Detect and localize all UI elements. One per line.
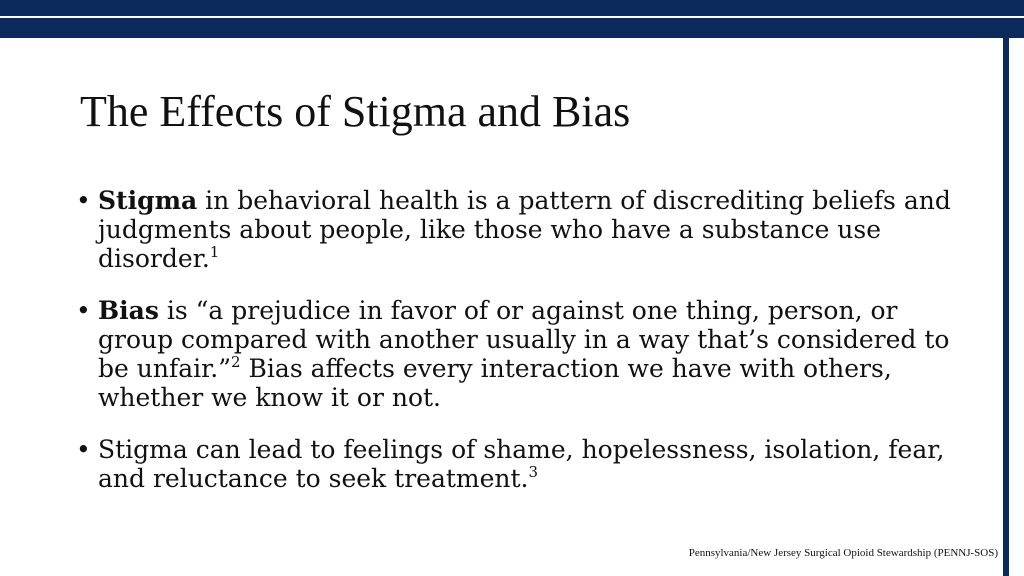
bullet-dot-icon: • bbox=[76, 435, 91, 464]
slide-title: The Effects of Stigma and Bias bbox=[80, 87, 631, 136]
stigma-effects-text: Stigma can lead to feelings of shame, hopelessness, isolation, fear, and reluctance to seek treatment. bbox=[98, 435, 945, 493]
term-stigma: Stigma bbox=[98, 186, 198, 215]
footer-credit: Pennsylvania/New Jersey Surgical Opioid Stewardship (PENNJ-SOS) bbox=[688, 547, 998, 559]
reference-3: 3 bbox=[528, 462, 539, 481]
reference-1: 1 bbox=[209, 242, 220, 261]
bullet-list bbox=[76, 186, 966, 516]
bullet-dot-icon: • bbox=[76, 296, 91, 325]
right-accent-bar bbox=[1003, 38, 1009, 576]
top-banner-divider bbox=[0, 16, 1024, 18]
bias-effect-text: Bias affects every interaction we have with others, whether we know it or not. bbox=[98, 354, 892, 412]
reference-2: 2 bbox=[231, 352, 241, 371]
definition-bias: is “a prejudice in favor of or against one thing, person, or group compared with another usually in a way that’s considered to be unfair.” bbox=[98, 296, 950, 383]
bullet-bias bbox=[76, 296, 966, 412]
definition-stigma: in behavioral health is a pattern of discrediting beliefs and judgments about people, like those who have a substance use disorder. bbox=[98, 186, 951, 273]
term-bias: Bias bbox=[98, 296, 159, 325]
bullet-stigma bbox=[76, 186, 966, 273]
bullet-stigma-effects bbox=[76, 435, 966, 493]
top-banner bbox=[0, 0, 1024, 38]
bullet-dot-icon: • bbox=[76, 186, 91, 215]
